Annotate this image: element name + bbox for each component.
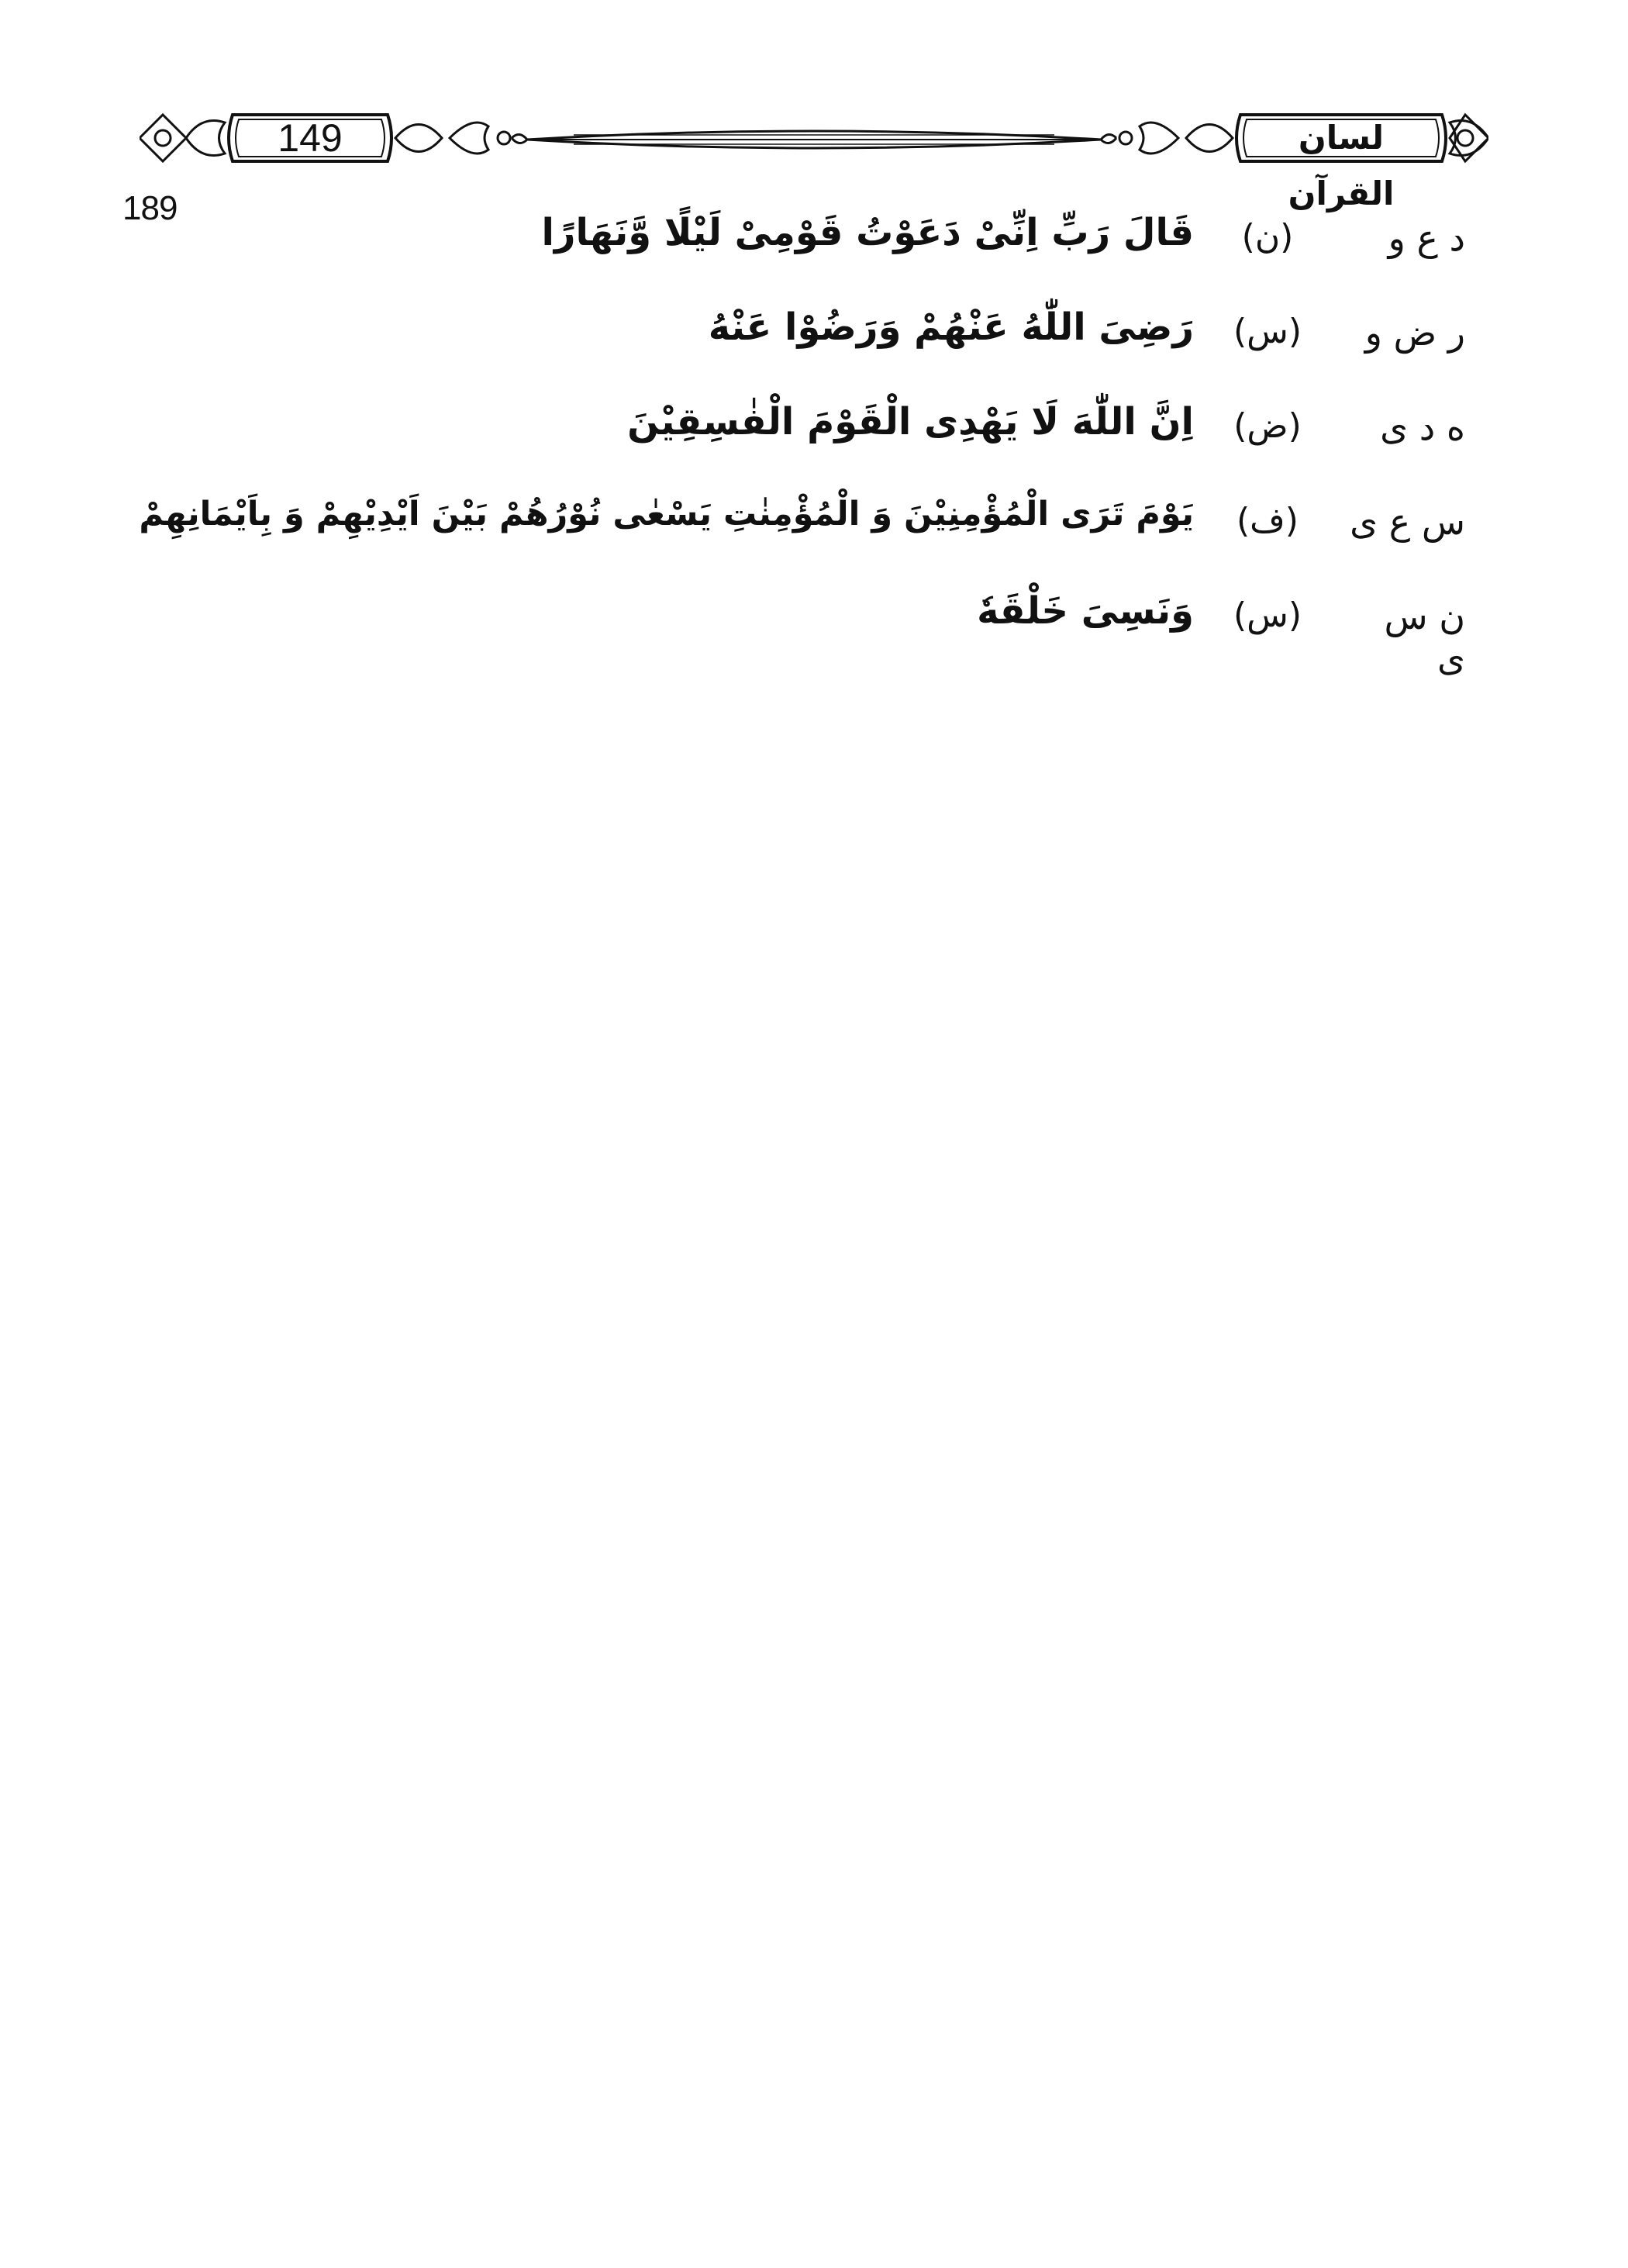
entry-marker: (ض) [1233, 406, 1302, 446]
entry-marker: (س) [1233, 595, 1302, 635]
entry-root: ن س ی [1384, 595, 1465, 679]
list-item [256, 209, 1465, 304]
entry-verse: رَضِیَ اللّٰهُ عَنْهُمْ وَرَضُوْا عَنْهُ [708, 306, 1194, 349]
list-item [256, 304, 1465, 399]
entry-root: ه د ی [1380, 406, 1465, 448]
entry-root: ر ض و [1364, 312, 1465, 354]
entry-marker: (ف) [1237, 501, 1299, 540]
entry-marker: (س) [1233, 312, 1302, 351]
side-page-reference: 189 [122, 189, 178, 227]
list-item [139, 493, 1465, 588]
list-item [256, 399, 1465, 493]
list-item [256, 588, 1465, 682]
page-number: 149 [278, 116, 343, 160]
entry-verse: اِنَّ اللّٰهَ لَا یَهْدِی الْقَوْمَ الْفٰسِقِیْنَ [627, 400, 1194, 444]
entry-list [139, 209, 1465, 682]
entry-root: س ع ی [1350, 501, 1465, 543]
book-title: لسان القرآن [1288, 119, 1395, 212]
entry-root: د ع و [1388, 217, 1465, 259]
page-header [140, 91, 1488, 212]
entry-marker: (ن) [1241, 217, 1294, 257]
entry-verse: قَالَ رَبِّ اِنِّیْ دَعَوْتُ قَوْمِیْ لَیْلًا وَّنَهَارًا [541, 211, 1194, 254]
entry-verse: یَوْمَ تَرَی الْمُؤْمِنِیْنَ وَ الْمُؤْمِنٰتِ یَسْعٰی نُوْرُهُمْ بَیْنَ اَیْدِیْهِمْ وَ بِاَیْمَانِهِمْ [139, 495, 1194, 533]
entry-verse: وَنَسِیَ خَلْقَهٗ [977, 589, 1194, 633]
